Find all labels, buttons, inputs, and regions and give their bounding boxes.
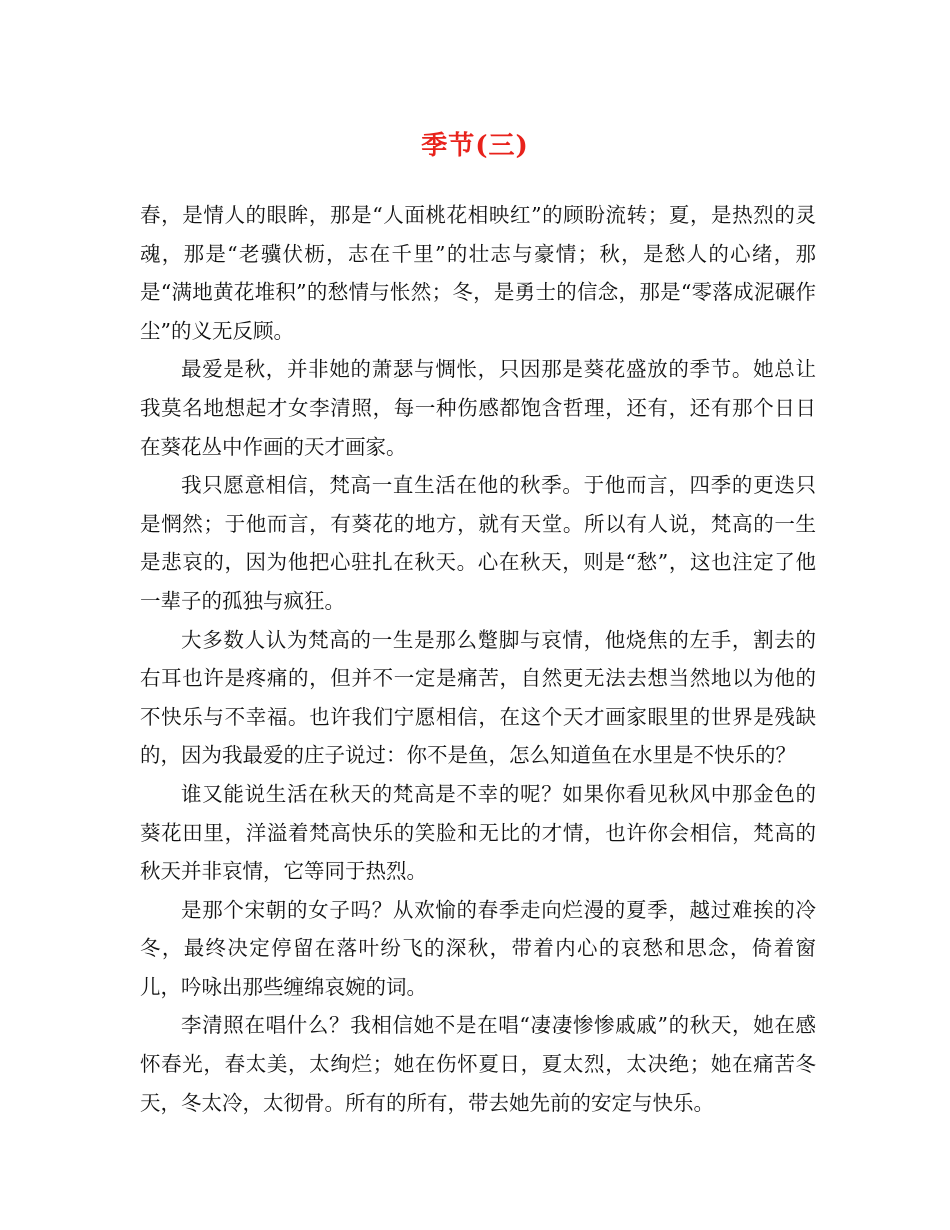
document-title: 季节(三) xyxy=(421,131,529,161)
paragraph-4: 大多数人认为梵高的一生是那么蹩脚与哀情，他烧焦的左手，割去的右耳也许是疼痛的，但并不一定是痛苦，自然更无法去想当然地以为他的不快乐与不幸福。也许我们宁愿相信，在这个天才画家眼里的世界是残缺的，因为我最爱的庄子说过：你不是鱼，怎么知道鱼在水里是不快乐的？ xyxy=(140,627,816,768)
paragraph-2: 最爱是秋，并非她的萧瑟与惆怅，只因那是葵花盛放的季节。她总让我莫名地想起才女李清照，每一种伤感都饱含哲理，还有，还有那个日日在葵花丛中作画的天才画家。 xyxy=(140,357,816,459)
paragraph-5: 谁又能说生活在秋天的梵高是不幸的呢？如果你看见秋风中那金色的葵花田里，洋溢着梵高快乐的笑脸和无比的才情，也许你会相信，梵高的秋天并非哀情，它等同于热烈。 xyxy=(140,781,816,884)
paragraph-6: 是那个宋朝的女子吗？从欢愉的春季走向烂漫的夏季，越过难挨的冷冬，最终决定停留在落叶纷飞的深秋，带着内心的哀愁和思念，倚着窗儿，吟咏出那些缠绵哀婉的词。 xyxy=(140,897,816,999)
paragraph-3: 我只愿意相信，梵高一直生活在他的秋季。于他而言，四季的更迭只是惘然；于他而言，有葵花的地方，就有天堂。所以有人说，梵高的一生是悲哀的，因为他把心驻扎在秋天。心在秋天，则是“愁”，这也注定了他一辈子的孤独与疯狂。 xyxy=(140,473,816,613)
document-body xyxy=(140,196,816,1122)
paragraph-7: 李清照在唱什么？我相信她不是在唱“凄凄惨惨戚戚”的秋天，她在感怀春光，春太美，太绚烂；她在伤怀夏日，夏太烈，太决绝；她在痛苦冬天，冬太冷，太彻骨。所有的所有，带去她先前的安定与快乐。 xyxy=(140,1013,816,1115)
paragraph-1: 春，是情人的眼眸，那是“人面桃花相映红”的顾盼流转；夏，是热烈的灵魂，那是“老骥伏枥，志在千里”的壮志与豪情；秋，是愁人的心绪，那是“满地黄花堆积”的愁情与怅然；冬，是勇士的信念，那是“零落成泥碾作尘”的义无反顾。 xyxy=(140,203,816,343)
